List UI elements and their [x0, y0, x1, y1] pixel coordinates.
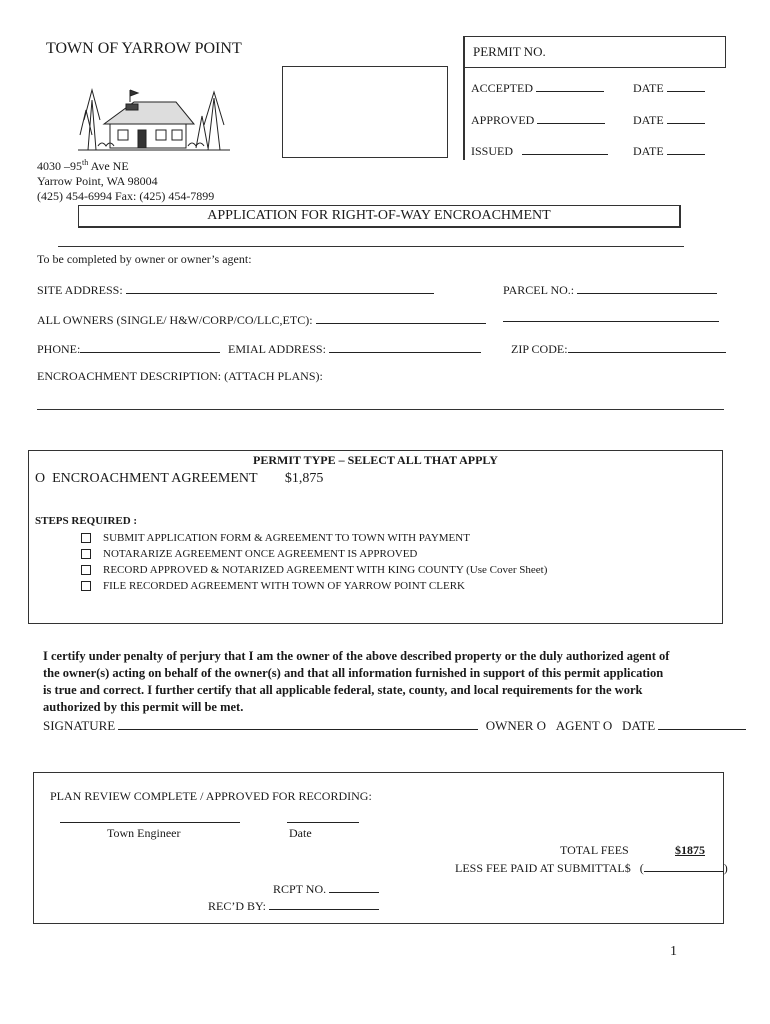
signature-field[interactable] — [118, 717, 478, 730]
permit-type-heading: PERMIT TYPE – SELECT ALL THAT APPLY — [253, 453, 498, 467]
permit-no-label: PERMIT NO. — [473, 44, 546, 59]
zip-field[interactable] — [568, 340, 726, 353]
step-checkbox[interactable] — [81, 533, 91, 543]
signature-date-field[interactable] — [658, 717, 746, 730]
permit-box — [463, 36, 726, 68]
issued-field[interactable] — [522, 142, 608, 155]
issued-date-row: DATE — [633, 142, 705, 159]
parcel-row: PARCEL NO.: — [503, 281, 717, 298]
step-item: NOTARARIZE AGREEMENT ONCE AGREEMENT IS APPROVED — [81, 546, 547, 562]
approved-date-row: DATE — [633, 111, 705, 128]
site-address-row: SITE ADDRESS: — [37, 281, 434, 298]
rcpt-no-row: RCPT NO. — [273, 880, 379, 897]
plan-review-date-line[interactable] — [287, 822, 359, 823]
page-title: APPLICATION FOR RIGHT-OF-WAY ENCROACHMENT — [207, 208, 551, 223]
email-row: EMIAL ADDRESS: — [228, 340, 481, 357]
accepted-row: ACCEPTED — [471, 79, 604, 96]
steps-heading: STEPS REQUIRED : — [35, 515, 138, 527]
signature-row: SIGNATURE OWNER O AGENT O DATE — [43, 717, 746, 734]
email-field[interactable] — [329, 340, 481, 353]
site-address-field[interactable] — [126, 281, 434, 294]
town-engineer-line[interactable] — [60, 822, 240, 823]
accepted-date-row: DATE — [633, 79, 705, 96]
parcel-field[interactable] — [577, 281, 717, 294]
owners-field[interactable] — [316, 311, 486, 324]
town-logo-house — [78, 80, 230, 154]
approved-field[interactable] — [537, 111, 605, 124]
less-fee-field[interactable] — [644, 859, 724, 872]
encroachment-agreement-option[interactable] — [35, 471, 323, 487]
encroachment-agreement-radio[interactable]: O — [35, 471, 46, 486]
zip-row: ZIP CODE: — [511, 340, 726, 357]
form-intro: To be completed by owner or owner’s agent: — [37, 252, 252, 266]
rcpt-no-field[interactable] — [329, 880, 379, 893]
step-item: FILE RECORDED AGREEMENT WITH TOWN OF YARROW POINT CLERK — [81, 578, 547, 594]
plan-review-date-label: Date — [289, 826, 312, 840]
less-fee-row: LESS FEE PAID AT SUBMITTAL$ ( ) — [455, 861, 728, 875]
phone-field[interactable] — [80, 340, 220, 353]
owner-radio[interactable]: O — [536, 718, 547, 733]
issued-row: ISSUED — [471, 142, 608, 159]
town-engineer-label: Town Engineer — [107, 826, 181, 840]
step-item: RECORD APPROVED & NOTARIZED AGREEMENT WITH KING COUNTY (Use Cover Sheet) — [81, 562, 547, 578]
total-fees-label: TOTAL FEES — [560, 843, 629, 857]
owners-field-2[interactable] — [503, 321, 719, 322]
accepted-date-field[interactable] — [667, 79, 705, 92]
total-fees-value: $1875 — [675, 843, 705, 857]
certification-text: I certify under penalty of perjury that I am the owner of the above described property or the duly authorized agent of the owner(s) acting on behalf of the owner(s) and that all information furnished in support of this permit application is true and correct. I further certify that all applicable federal, state, county, and local requirements for the work authorized by this permit will be met. — [43, 649, 670, 714]
owners-row: ALL OWNERS (SINGLE/ H&W/CORP/CO/LLC,ETC): — [37, 311, 486, 328]
title-box — [78, 205, 681, 228]
step-checkbox[interactable] — [81, 549, 91, 559]
step-item: SUBMIT APPLICATION FORM & AGREEMENT TO TOWN WITH PAYMENT — [81, 530, 547, 546]
plan-review-label: PLAN REVIEW COMPLETE / APPROVED FOR RECORDING: — [50, 789, 372, 803]
issued-date-field[interactable] — [667, 142, 705, 155]
agent-radio[interactable]: O — [602, 718, 613, 733]
town-name: TOWN OF YARROW POINT — [46, 40, 242, 57]
accepted-field[interactable] — [536, 79, 604, 92]
encroachment-agreement-fee: $1,875 — [284, 471, 324, 486]
address-line-1: 4030 –95th Ave NE — [37, 158, 129, 173]
permit-type-box — [28, 450, 723, 624]
recd-by-field[interactable] — [269, 897, 379, 910]
encroachment-agreement-label: ENCROACHMENT AGREEMENT — [52, 471, 258, 486]
phone-row: PHONE: — [37, 340, 220, 357]
address-line-3: (425) 454-6994 Fax: (425) 454-7899 — [37, 189, 215, 203]
steps-list — [81, 530, 547, 594]
address-line-2: Yarrow Point, WA 98004 — [37, 174, 158, 188]
encroachment-desc-label: ENCROACHMENT DESCRIPTION: (ATTACH PLANS): — [37, 369, 323, 383]
page-number: 1 — [670, 944, 677, 959]
encroachment-desc-field[interactable] — [37, 409, 724, 410]
step-checkbox[interactable] — [81, 581, 91, 591]
approved-date-field[interactable] — [667, 111, 705, 124]
step-checkbox[interactable] — [81, 565, 91, 575]
seal-box — [282, 66, 448, 158]
approved-row: APPROVED — [471, 111, 605, 128]
recd-by-row: REC’D BY: — [208, 897, 379, 914]
